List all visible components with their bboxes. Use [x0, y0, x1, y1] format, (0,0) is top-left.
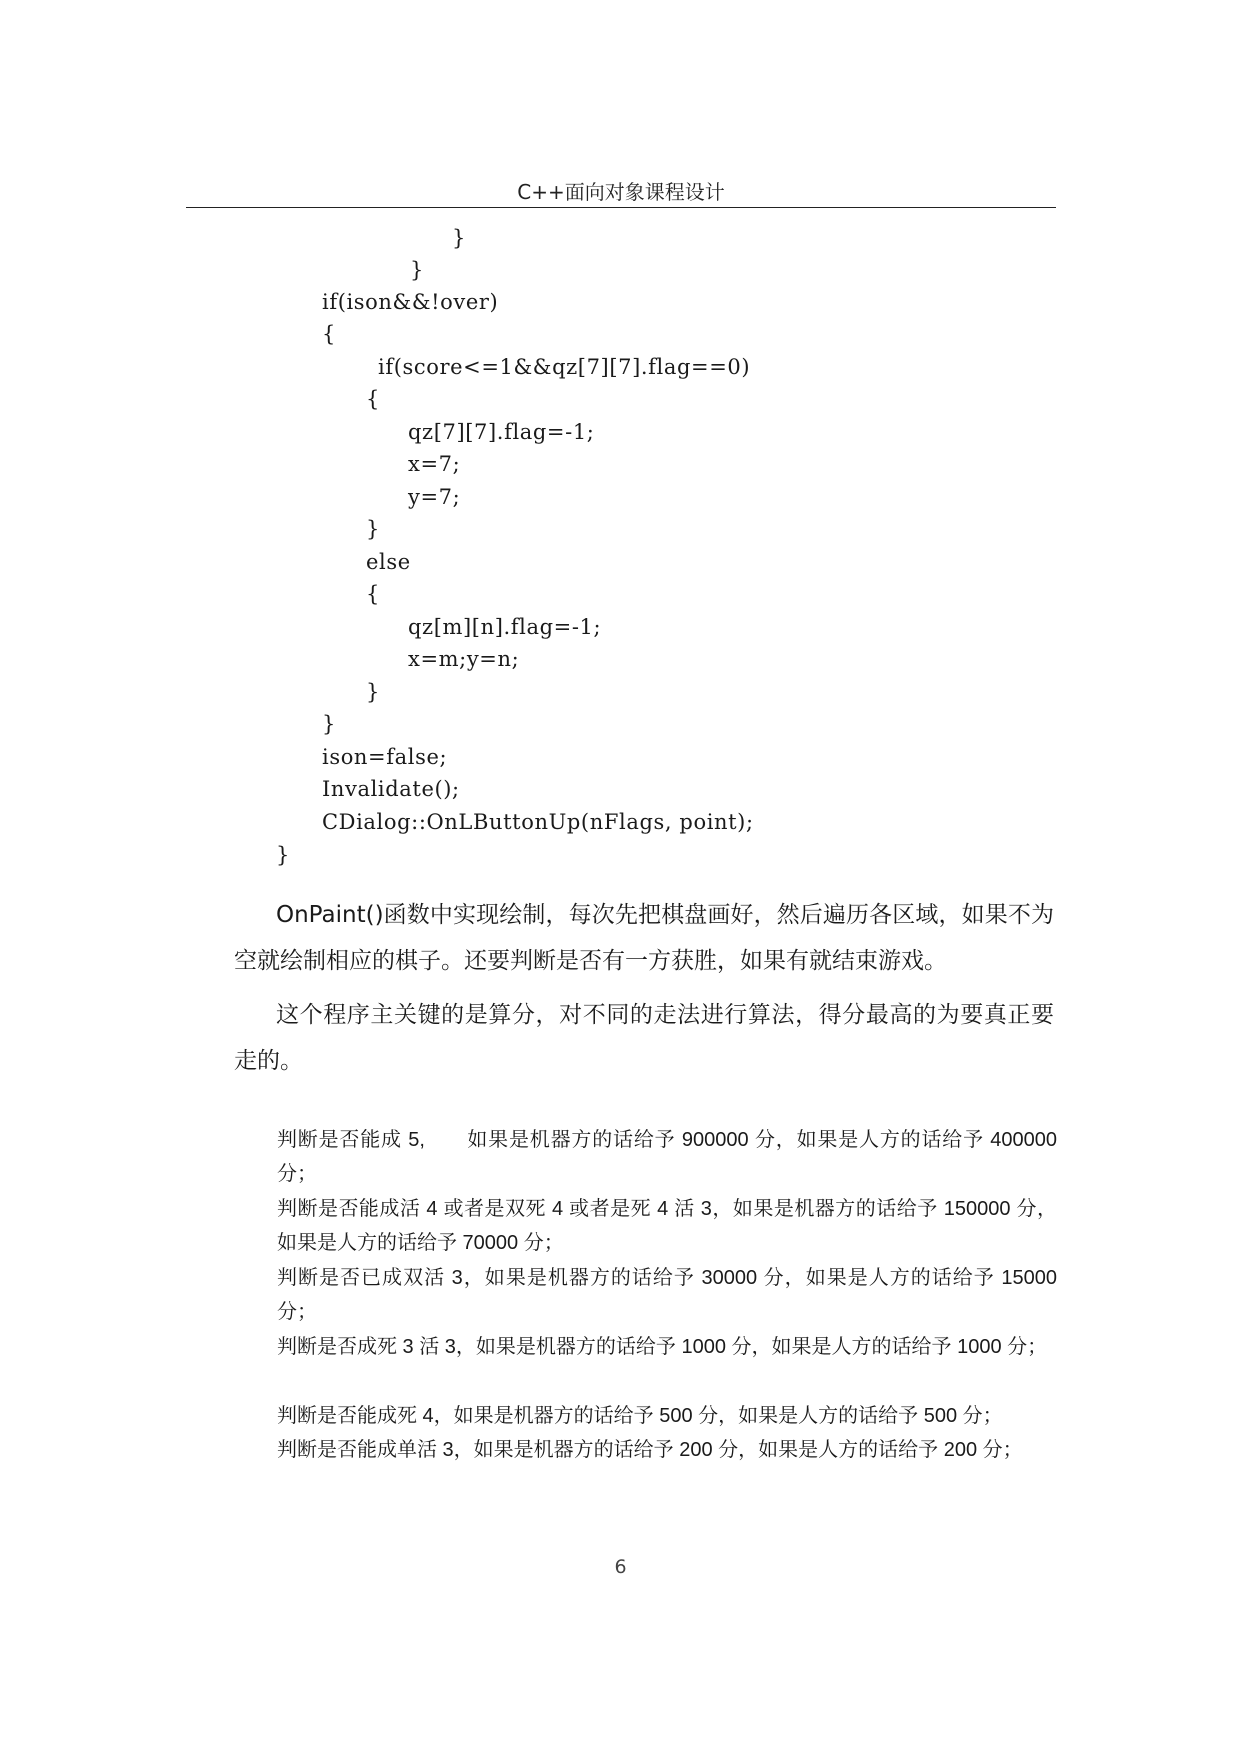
- page-number: 6: [614, 1556, 627, 1578]
- code-line: Invalidate();: [322, 777, 460, 801]
- code-line: CDialog::OnLButtonUp(nFlags, point);: [322, 810, 754, 834]
- code-line: }: [452, 226, 466, 250]
- code-line: if(ison&&!over): [322, 290, 499, 314]
- scoring-rule: 判断是否成死 3 活 3，如果是机器方的话给予 1000 分，如果是人方的话给予 1000 分；: [277, 1336, 1048, 1358]
- code-line: y=7;: [408, 485, 461, 509]
- code-line: }: [410, 258, 424, 282]
- scoring-rule: 判断是否能成活 4 或者是双死 4 或者是死 4 活 3，如果是机器方的话给予 150000 分，如果是人方的话给予 70000 分；: [277, 1198, 1057, 1254]
- code-line: x=m;y=n;: [408, 647, 520, 671]
- code-line: x=7;: [408, 452, 461, 476]
- code-line: qz[m][n].flag=-1;: [408, 615, 602, 639]
- code-line: }: [366, 517, 380, 541]
- code-line: }: [366, 680, 380, 704]
- header-rule: [186, 207, 1056, 208]
- code-line: qz[7][7].flag=-1;: [408, 420, 595, 444]
- code-line: if(score<=1&&qz[7][7].flag==0): [378, 355, 751, 379]
- body-paragraph: OnPaint()函数中实现绘制，每次先把棋盘画好，然后遍历各区域，如果不为空就绘制相应的棋子。还要判断是否有一方获胜，如果有就结束游戏。: [234, 902, 1054, 974]
- code-line: }: [276, 843, 290, 867]
- code-line: {: [366, 582, 380, 606]
- code-line: }: [322, 712, 336, 736]
- body-paragraph: 这个程序主关键的是算分，对不同的走法进行算法，得分最高的为要真正要走的。: [234, 1002, 1054, 1074]
- scoring-rule: 判断是否能成死 4，如果是机器方的话给予 500 分，如果是人方的话给予 500 分；: [277, 1405, 1003, 1427]
- header-title: C++面向对象课程设计: [517, 180, 725, 204]
- code-line: else: [366, 550, 411, 574]
- code-line: {: [366, 387, 380, 411]
- code-line: {: [322, 322, 336, 346]
- scoring-rule: 判断是否能成 5, 如果是机器方的话给予 900000 分，如果是人方的话给予 400000 分；: [277, 1129, 1057, 1185]
- code-line: ison=false;: [322, 745, 448, 769]
- scoring-rule: 判断是否能成单活 3，如果是机器方的话给予 200 分，如果是人方的话给予 200 分；: [277, 1439, 1023, 1461]
- scoring-rule: 判断是否已成双活 3，如果是机器方的话给予 30000 分，如果是人方的话给予 15000 分；: [277, 1267, 1057, 1323]
